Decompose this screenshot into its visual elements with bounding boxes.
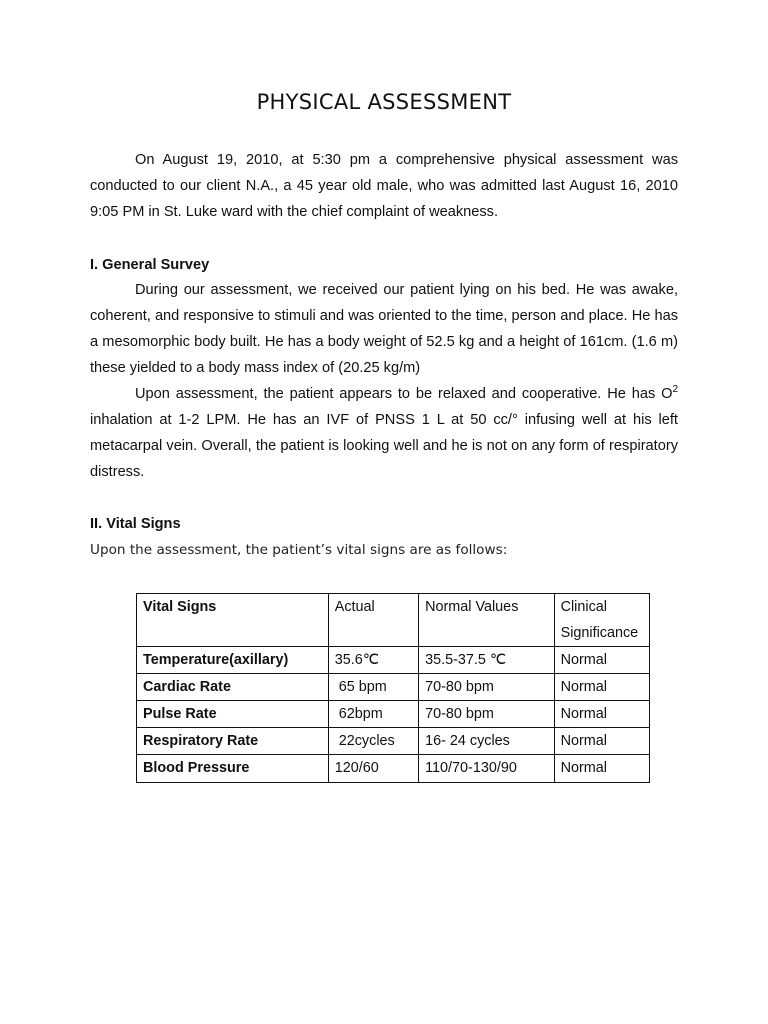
table-cell: 35.5-37.5 ℃ [419,647,555,674]
table-cell: Normal [554,728,649,755]
table-cell: 35.6℃ [328,647,418,674]
table-cell: 110/70-130/90 [419,755,555,783]
table-cell: 70-80 bpm [419,674,555,701]
table-cell: Normal [554,755,649,783]
oxygen-subscript: 2 [672,384,678,396]
column-header-actual: Actual [328,594,418,647]
table-cell: Normal [554,701,649,728]
column-header-normal-values: Normal Values [419,594,555,647]
table-cell: Respiratory Rate [137,728,329,755]
table-cell: Temperature(axillary) [137,647,329,674]
table-row [137,701,650,728]
table-cell: 62bpm [328,701,418,728]
table-cell: 16- 24 cycles [419,728,555,755]
general-survey-paragraph-2-start: Upon assessment, the patient appears to be relaxed and cooperative. He has O [135,386,673,402]
general-survey-heading: I. General Survey [90,257,210,273]
table-row [137,728,650,755]
general-survey-paragraph-2-end: inhalation at 1-2 LPM. He has an IVF of PNSS 1 L at 50 cc/° infusing well at his left metacarpal vein. Overall, the patient is looking well and he is not on any form of respiratory distress. [90,412,678,480]
table-cell: 22cycles [328,728,418,755]
general-survey-paragraph-2 [90,381,678,485]
vital-signs-intro: Upon the assessment, the patient’s vital signs are as follows: [90,542,508,558]
table-header-row [137,594,650,647]
vital-signs-heading: II. Vital Signs [90,516,181,532]
table-cell: 65 bpm [328,674,418,701]
column-header-clinical-significance: Clinical Significance [554,594,649,647]
table-cell: Normal [554,647,649,674]
vital-signs-table [136,593,650,783]
table-cell: Normal [554,674,649,701]
general-survey-paragraph-1: During our assessment, we received our patient lying on his bed. He was awake, coherent, and responsive to stimuli and was oriented to the time, person and place. He has a mesomorphic body built. He has a body weight of 52.5 kg and a height of 161cm. (1.6 m) these yielded to a body mass index of (20.25 kg/m) [90,282,678,376]
page-title: PHYSICAL ASSESSMENT [256,90,512,114]
table-cell: 70-80 bpm [419,701,555,728]
table-cell: Cardiac Rate [137,674,329,701]
table-cell: Pulse Rate [137,701,329,728]
table-row [137,755,650,783]
table-row [137,647,650,674]
column-header-vital-signs: Vital Signs [137,594,329,647]
table-row [137,674,650,701]
intro-paragraph: On August 19, 2010, at 5:30 pm a comprehensive physical assessment was conducted to our client N.A., a 45 year old male, who was admitted last August 16, 2010 9:05 PM in St. Luke ward with the chief complaint of weakness. [90,152,678,220]
table-cell: Blood Pressure [137,755,329,783]
table-cell: 120/60 [328,755,418,783]
